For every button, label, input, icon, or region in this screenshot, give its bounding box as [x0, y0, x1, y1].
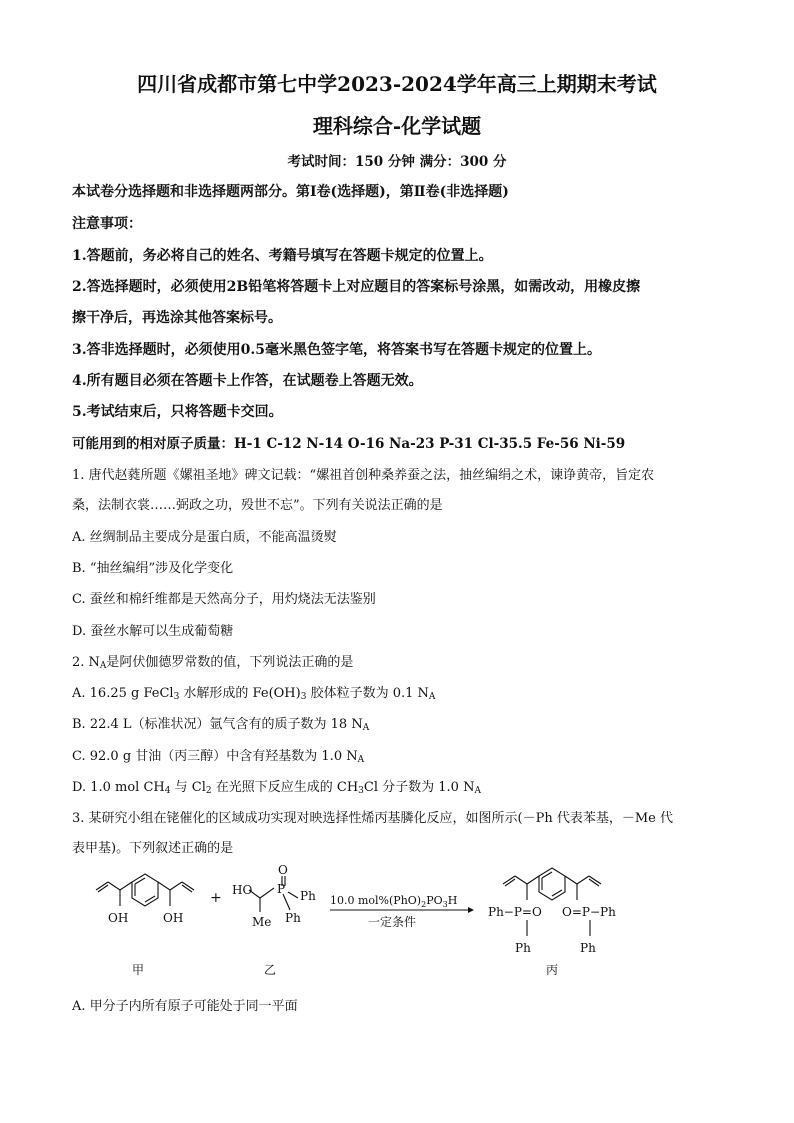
p-label: P: [277, 882, 286, 896]
notice-item: 擦干净后，再选涂其他答案标号。: [72, 310, 282, 326]
q3-stem: 表甲基)。下列叙述正确的是: [72, 841, 234, 856]
catalyst-label: 10.0 $mol\%(PhO)_2PO_3H$: [330, 894, 458, 909]
q3-option-a: A. 甲分子内所有原子可能处于同一平面: [72, 999, 298, 1014]
plus-sign: +: [210, 890, 222, 906]
exam-subtitle: 理科综合-化学试题: [312, 114, 482, 138]
label-yi: 乙: [264, 963, 277, 977]
o-label: O: [278, 863, 288, 877]
notice-item: 5.考试结束后，只将答题卡交回。: [72, 404, 283, 420]
notice-item: 3.答非选择题时，必须使用0.5毫米黑色签字笔，将答案书写在答题卡规定的位置上。: [72, 342, 601, 358]
ph-label: Ph: [580, 941, 596, 955]
q2-option-d: D. 1.0 mol $CH_4$ 与 $Cl_2$ 在光照下反应生成的 $CH_3Cl$ 分子数为 1.0 $N_A$: [72, 780, 481, 796]
condition-label: 一定条件: [368, 915, 417, 929]
exam-title: 四川省成都市第七中学2023-2024学年高三上期期末考试: [137, 72, 657, 96]
q1-option-c: C. 蚕丝和棉纤维都是天然高分子，用灼烧法无法鉴别: [72, 592, 376, 607]
oh-label: OH: [163, 911, 184, 925]
q1-option-a: A. 丝绸制品主要成分是蛋白质，不能高温烫熨: [72, 530, 337, 545]
label-bing: 丙: [546, 963, 559, 977]
q1-stem: 1. 唐代赵蕤所题《嫘祖圣地》碑文记载：“嫘祖首创种桑养蚕之法，抽丝编绢之术，谏诤黄帝，旨定农: [72, 468, 655, 483]
compound-yi-structure: [249, 876, 298, 912]
atomic-masses: 可能用到的相对原子质量：H-1 C-12 N-14 O-16 Na-23 P-31 Cl-35.5 Fe-56 Ni-59: [72, 436, 626, 452]
q2-option-a: A. 16.25 g FeCl$_3$ 水解形成的 $Fe(OH)_3$ 胶体粒子数为 0.1 $N_A$: [72, 686, 436, 702]
notice-item: 2.答选择题时，必须使用2B铅笔将答题卡上对应题目的答案标号涂黑，如需改动，用橡皮擦: [72, 279, 641, 295]
q2-stem: 2. $N_A$是阿伏伽德罗常数的值，下列说法正确的是: [72, 655, 354, 671]
q2-option-b: B. 22.4 L（标准状况）氩气含有的质子数为 18 $N_A$: [72, 717, 370, 733]
q1-option-d: D. 蚕丝水解可以生成葡萄糖: [72, 624, 234, 639]
q3-stem: 3. 某研究小组在铑催化的区域成功实现对映选择性烯丙基膦化反应，如图所示(－Ph 代表苯基，－Me 代: [72, 811, 673, 826]
q2-option-c: C. 92.0 g 甘油（丙三醇）中含有羟基数为 1.0 $N_A$: [72, 749, 365, 765]
o-p-ph-label: O=P−Ph: [562, 905, 616, 919]
paper-structure-note: 本试卷分选择题和非选择题两部分。第Ⅰ卷(选择题)，第Ⅱ卷(非选择题): [72, 184, 509, 200]
q1-stem: 桑，法制衣裳……弼政之功，殁世不忘”。下列有关说法正确的是: [72, 498, 443, 513]
exam-info: 考试时间：150 分钟 满分：300 分: [287, 154, 507, 170]
reaction-scheme: [60, 862, 740, 992]
notice-item: 1.答题前，务必将自己的姓名、考籍号填写在答题卡规定的位置上。: [72, 248, 493, 264]
ho-label: HO: [232, 883, 253, 897]
label-jia: 甲: [132, 963, 145, 977]
oh-label: OH: [108, 911, 129, 925]
ph-label: Ph: [515, 941, 531, 955]
ph-p-o-label: Ph−P=O: [488, 905, 542, 919]
compound-bing-structure: [503, 868, 601, 936]
q1-option-b: B. “抽丝编绢”涉及化学变化: [72, 561, 234, 576]
compound-jia-structure: [96, 874, 194, 906]
ph-label: Ph: [285, 911, 301, 925]
ph-label: Ph: [300, 889, 316, 903]
arrow-head: [468, 907, 474, 913]
notice-heading: 注意事项：: [72, 216, 142, 232]
notice-item: 4.所有题目必须在答题卡上作答，在试题卷上答题无效。: [72, 373, 423, 389]
me-label: Me: [252, 915, 272, 929]
